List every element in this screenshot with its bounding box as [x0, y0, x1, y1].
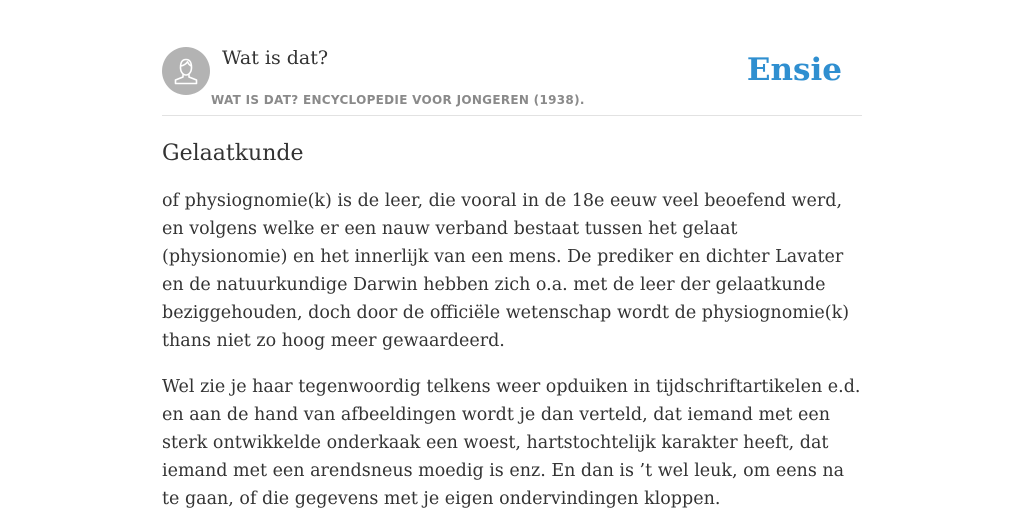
avatar[interactable] — [162, 47, 210, 95]
source-title[interactable]: Wat is dat? — [222, 47, 329, 69]
article — [162, 138, 867, 512]
source-header — [162, 46, 862, 116]
user-outline-icon — [162, 47, 210, 95]
article-title: Gelaatkunde — [162, 141, 304, 166]
article-paragraph: Wel zie je haar tegenwoordig telkens weer opduiken in tijdschriftartikelen e.d. en aan de hand van afbeeldingen wordt je dan verteld, dat iemand met een sterk ontwikkelde onderkaak een woest, hartstochtelijk karakter heeft, dat iemand met een arendsneus moedig is enz. En dan is ’t wel leuk, om eens na te gaan, of die gegevens met je eigen ondervindingen kloppen. — [162, 377, 861, 509]
article-paragraph: of physiognomie(k) is de leer, die vooral in de 18e eeuw veel beoefend werd, en volgens welke er een nauw verband bestaat tussen het gelaat (physionomie) en het innerlijk van een mens. De prediker en dichter Lavater en de natuurkundige Darwin hebben zich o.a. met de leer der gelaatkunde beziggehouden, doch door de officiële wetenschap wordt de physiognomie(k) thans niet zo hoog meer gewaardeerd. — [162, 191, 850, 351]
brand-logo[interactable]: Ensie — [746, 52, 842, 88]
source-subtitle[interactable]: WAT IS DAT? ENCYCLOPEDIE VOOR JONGEREN (1938). — [211, 93, 585, 107]
